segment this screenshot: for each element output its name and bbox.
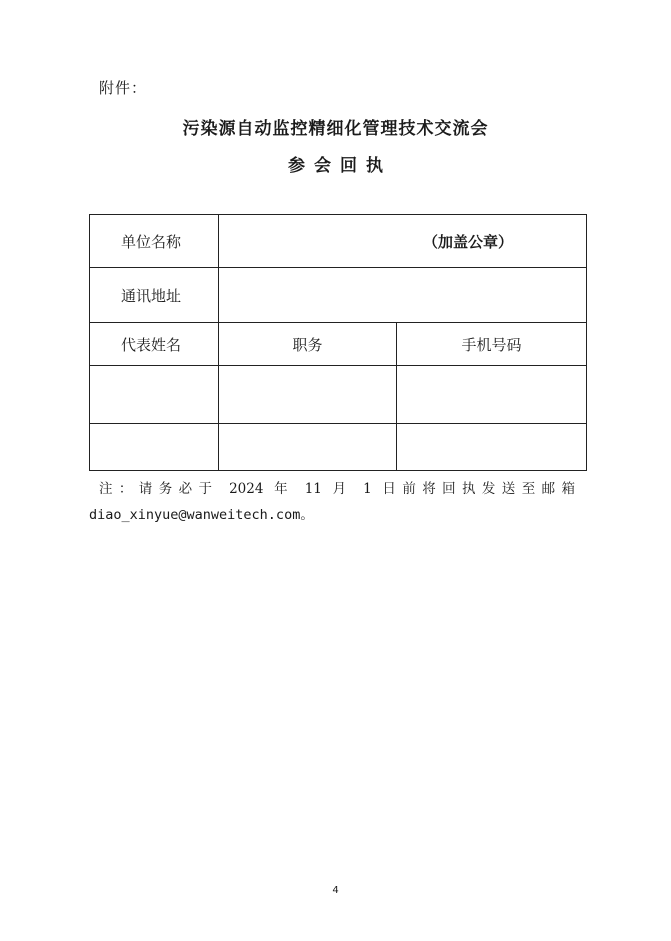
rep-name-cell[interactable] <box>90 424 219 471</box>
unit-name-field[interactable] <box>219 215 587 268</box>
position-header: 职务 <box>219 323 397 366</box>
registration-form-table <box>89 214 587 471</box>
address-field[interactable] <box>219 268 587 323</box>
submission-email: diao_xinyue@wanweitech.com。 <box>89 507 314 523</box>
document-title: 污染源自动监控精细化管理技术交流会 <box>182 119 489 139</box>
page-number: 4 <box>332 885 339 896</box>
phone-cell[interactable] <box>397 366 587 424</box>
table-row <box>90 366 587 424</box>
seal-note: （加盖公章） <box>423 232 514 251</box>
phone-header: 手机号码 <box>397 323 587 366</box>
table-row <box>90 424 587 471</box>
rep-name-header: 代表姓名 <box>90 323 219 366</box>
position-cell[interactable] <box>219 424 397 471</box>
rep-name-cell[interactable] <box>90 366 219 424</box>
position-cell[interactable] <box>219 366 397 424</box>
submission-note: 注：请务必于 2024 年 11 月 1 日前将回执发送至邮箱 <box>99 481 575 497</box>
attachment-label: 附件： <box>99 79 148 97</box>
address-row <box>90 268 587 323</box>
unit-name-label: 单位名称 <box>90 215 219 268</box>
header-row <box>90 323 587 366</box>
document-subtitle: 参会回执 <box>288 156 392 176</box>
phone-cell[interactable] <box>397 424 587 471</box>
address-label: 通讯地址 <box>90 268 219 323</box>
unit-name-row <box>90 215 587 268</box>
